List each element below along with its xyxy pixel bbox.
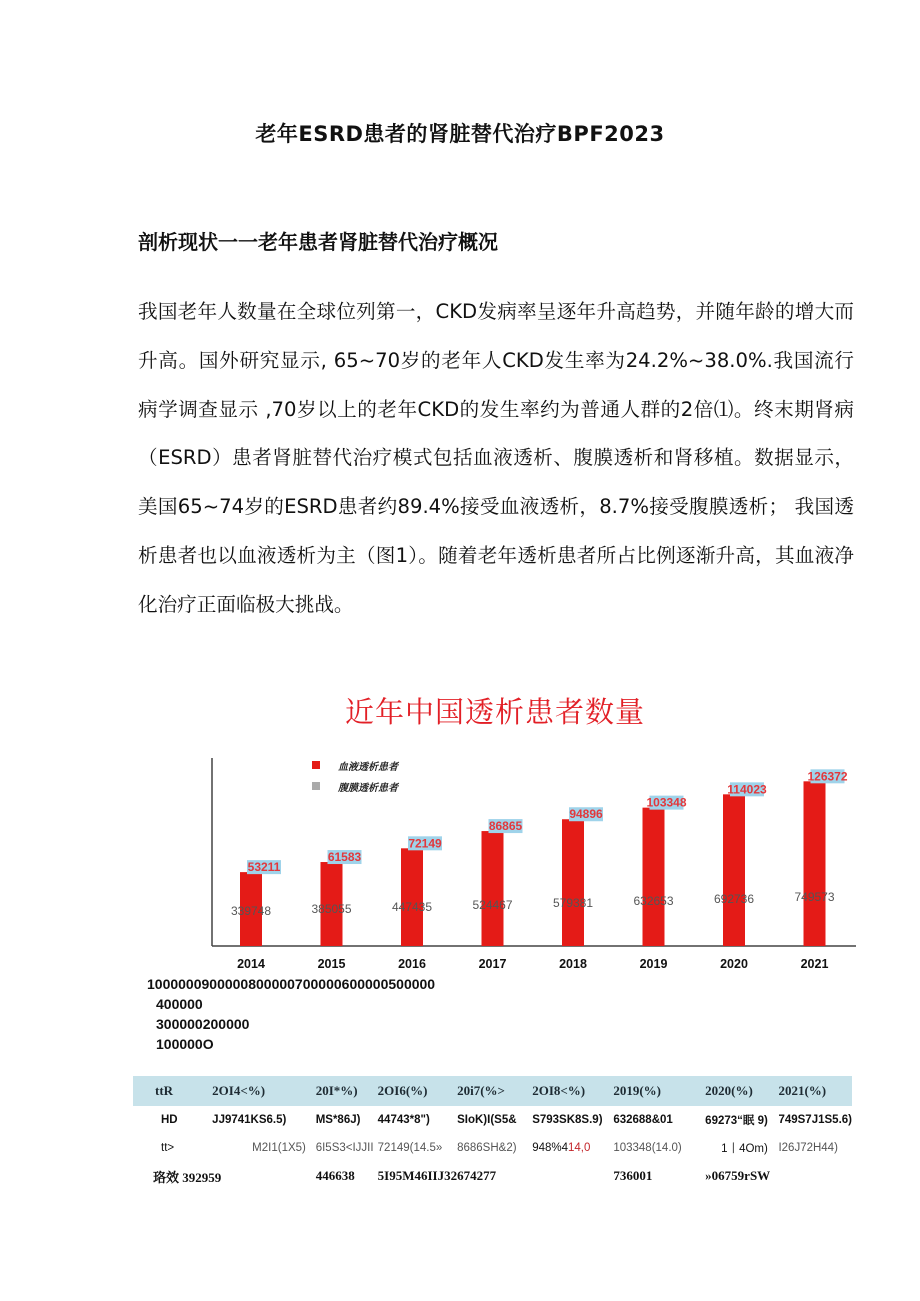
table-cell: tt> (161, 1142, 175, 1154)
table-cell: 749S7J1S5.6) (778, 1114, 852, 1126)
table-cell: I26J72H44) (778, 1142, 838, 1154)
table-header-cell: 2020(%) (701, 1076, 774, 1106)
hd-bar (804, 781, 826, 946)
hd-value-label: 339748 (230, 904, 272, 918)
table-row-hd (133, 1106, 852, 1134)
hd-bar (401, 848, 423, 946)
table-cell: M2I1(1X5) (252, 1142, 306, 1154)
table-cell: 6I5S3<IJJII (315, 1142, 374, 1154)
pd-value-label: 53211 (247, 860, 281, 875)
hd-bar (482, 831, 504, 946)
hd-value-label: 524467 (472, 898, 513, 912)
legacy-axis-labels (147, 974, 435, 1054)
table-cell: 8686SH&2) (457, 1142, 517, 1154)
legacy-axis-line: 400000 (156, 996, 203, 1012)
x-tick-label: 2015 (317, 957, 346, 971)
dialysis-data-table (133, 1076, 852, 1190)
dialysis-bar-chart (200, 750, 860, 980)
legacy-axis-line: 300000200000 (156, 1016, 250, 1032)
table-cell: MS*86J) (315, 1114, 361, 1126)
table-row-pd (133, 1134, 852, 1162)
pd-value-label: 126372 (807, 769, 848, 784)
table-cell: 632688&01 (613, 1114, 673, 1126)
legacy-axis-line: 1000000900000800000700000600000500000 (147, 976, 436, 992)
table-header-cell: 20I*%) (312, 1076, 374, 1106)
table-header-cell: 2OI4<%) (208, 1076, 312, 1106)
table-cell: 736001 (613, 1168, 653, 1183)
table-header-cell: 2OI8<%) (528, 1076, 609, 1106)
table-header-cell: 2021(%) (774, 1076, 852, 1106)
document-title: 老年ESRD患者的肾脏替代治疗BPF2023 (255, 122, 665, 146)
table-cell: 446638 (315, 1168, 355, 1183)
body-paragraph: 我国老年人数量在全球位列第一，CKD发病率呈逐年升高趋势，并随年龄的增大而升高。国外研究显示, 65~70岁的老年人CKD发生率为24.2%~38.0%.我国流行病学调查显示 ,70岁以上的老年CKD的发生率约为普通人群的2倍⑴。终末期肾病（ESRD）患者肾脏替代治疗模式包括血液透析、腹膜透析和肾移植。数据显示，美国65~74岁的ESRD患者约89.4%接受血液透析，8.7%接受腹膜透析； 我国透析患者也以血液透析为主（图1）。随着老年透析患者所占比例逐渐升高，其血液净化治疗正面临极大挑战。 (138, 300, 854, 616)
table-cell: 103348(14.0) (613, 1142, 682, 1154)
table-cell: 69273“眠 9) (705, 1115, 768, 1127)
table-cell: 1丨4Om) (721, 1143, 768, 1155)
pd-value-label: 72149 (408, 836, 442, 851)
table-header-cell: 20i7(%> (453, 1076, 528, 1106)
legend-swatch-hd (312, 761, 320, 769)
chart-title: 近年中国透析患者数量 (344, 695, 645, 729)
hd-value-label: 447435 (391, 900, 433, 914)
hd-value-label: 749573 (794, 890, 835, 904)
table-header-row (133, 1076, 852, 1106)
table-cell-value: 948%4 (532, 1142, 569, 1154)
table-header-cell: 2OI6(%) (374, 1076, 453, 1106)
pd-value-label: 114023 (727, 782, 767, 797)
hd-value-label: 692736 (713, 892, 755, 906)
hd-bar (643, 808, 665, 946)
pd-value-label: 103348 (646, 795, 687, 810)
table-cell: 5I95M46IIJ32674277 (377, 1168, 497, 1183)
hd-value-label: 385055 (311, 902, 352, 916)
legacy-axis-line: 100000O (156, 1036, 214, 1052)
chart-legend (312, 761, 400, 794)
legend-swatch-pd (312, 782, 320, 790)
table-cell: »06759rSW (705, 1168, 771, 1183)
table-cell: 珞效 392959 (153, 1169, 222, 1185)
x-tick-label: 2014 (237, 957, 265, 971)
table-cell: 72149(14.5» (377, 1142, 443, 1154)
table-header-cell: 2019(%) (609, 1076, 701, 1106)
pd-value-label: 94896 (569, 807, 603, 822)
table-cell (528, 1134, 609, 1162)
hd-bar (723, 794, 745, 946)
x-tick-label: 2016 (398, 957, 426, 971)
table-cell: SIoK)I(S5& (457, 1114, 517, 1126)
x-tick-label: 2018 (559, 957, 587, 971)
x-tick-label: 2019 (639, 957, 668, 971)
hd-value-label: 632653 (633, 894, 674, 908)
legend-label-hd: 血液透析患者 (338, 762, 398, 773)
table-cell: S793SK8S.9) (532, 1114, 603, 1126)
hd-value-label: 579381 (552, 896, 594, 910)
table-cell: JJ9741KS6.5) (212, 1114, 287, 1126)
table-cell: HD (161, 1114, 178, 1126)
table-cell-highlight: 14,0 (568, 1142, 591, 1154)
pd-value-label: 86865 (488, 819, 523, 834)
section-heading: 剖析现状一一老年患者肾脏替代治疗概况 (138, 230, 498, 254)
x-tick-label: 2021 (800, 957, 829, 971)
hd-bar (562, 819, 584, 946)
x-tick-label: 2020 (720, 957, 748, 971)
pd-value-label: 61583 (327, 850, 362, 865)
table-header-cell: ttR (133, 1076, 208, 1106)
x-tick-label: 2017 (478, 957, 507, 971)
legend-label-pd: 腹膜透析患者 (338, 783, 398, 794)
table-cell: 44743*8") (377, 1114, 430, 1126)
table-row-total (133, 1162, 852, 1190)
